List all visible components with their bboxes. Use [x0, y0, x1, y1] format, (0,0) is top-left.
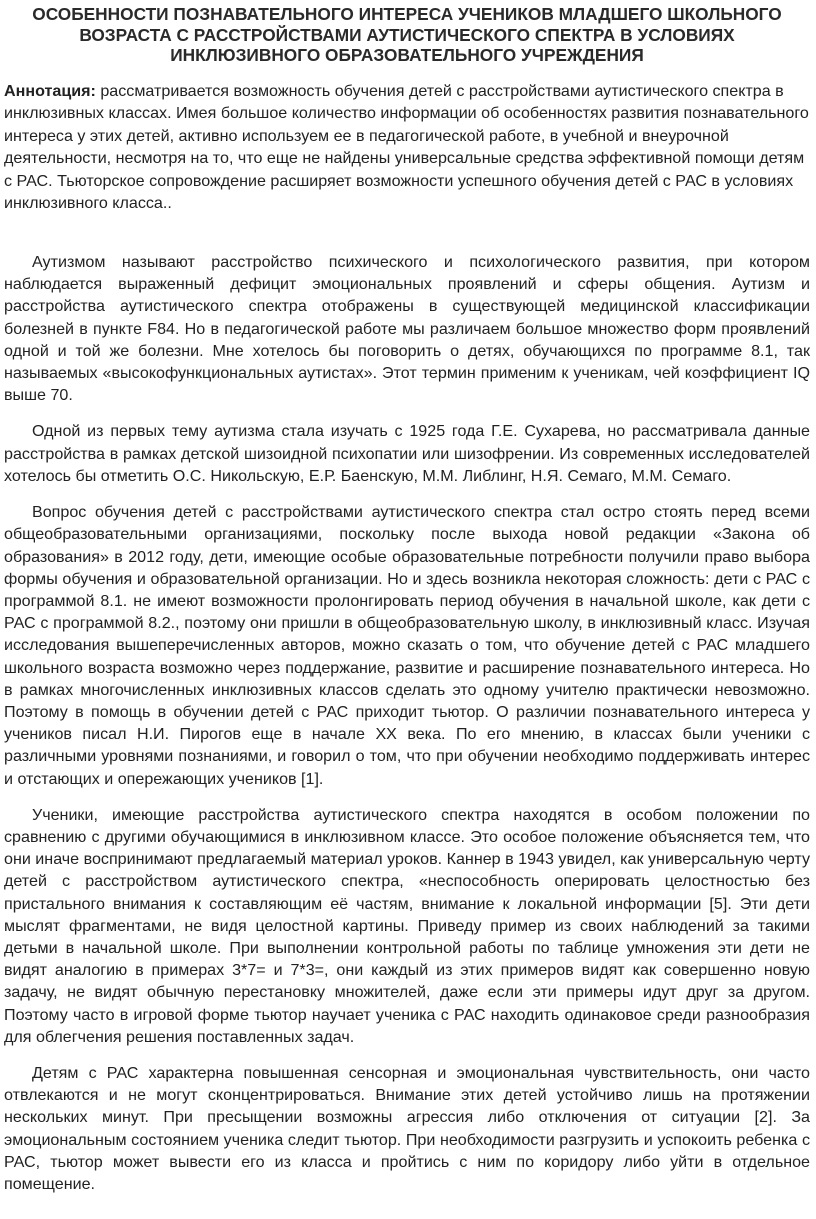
body-paragraph: Вопрос обучения детей с расстройствами аутистического спектра стал остро стоять перед всеми общеобразовательными организациями, поскольку после выхода новой редакции «Закона об образования» в 2012 году, дети, имеющие особые образовательные потребности получили право выбора формы обучения и образовательной организации. Но и здесь возникла некоторая сложность: дети с РАС с программой 8.1. не имеют возможности пролонгировать период обучения в начальной школе, как дети с РАС с программой 8.2., поэтому они пришли в общеобразовательную школу, в инклюзивный класс. Изучая исследования вышеперечисленных авторов, можно сказать о том, что обучение детей с РАС младшего школьного возраста возможно через поддержание, развитие и расширение познавательного интереса. Но в рамках многочисленных инклюзивных классов сделать это одному учителю практически невозможно. Поэтому в помощь в обучении детей с РАС приходит тьютор. О различии познавательного интереса у учеников писал Н.И. Пирогов еще в начале XX века. По его мнению, в классах были ученики с различными уровнями познаниями, и говорил о том, что при обучении необходимо поддерживать интерес и отстающих и опережающих учеников [1].	[4, 503, 810, 788]
body-paragraph: Детям с РАС характерна повышенная сенсорная и эмоциональная чувствительность, они часто отвлекаются и не могут сконцентрироваться. Внимание этих детей устойчиво лишь на протяжении нескольких минут. При пресыщении возможны агрессия либо отключения от ситуации [2]. За эмоциональным состоянием ученика следит тьютор. При необходимости разгрузить и успокоить ребенка с РАС, тьютор может вывести его из класса и пройтись с ним по коридору либо уйти в отдельное помещение.	[4, 1063, 810, 1193]
article-body	[4, 251, 810, 1195]
article-title: ОСОБЕННОСТИ ПОЗНАВАТЕЛЬНОГО ИНТЕРЕСА УЧЕНИКОВ МЛАДШЕГО ШКОЛЬНОГО ВОЗРАСТА С РАССТРОЙСТВАМИ АУТИСТИЧЕСКОГО СПЕКТРА В УСЛОВИЯХ ИНКЛЮЗИВНОГО ОБРАЗОВАТЕЛЬНОГО УЧРЕЖДЕНИЯ	[32, 4, 782, 65]
body-paragraph: Ученики, имеющие расстройства аутистического спектра находятся в особом положении по сравнению с другими обучающимися в инклюзивном классе. Это особое положение объясняется тем, что они иначе воспринимают предлагаемый материал уроков. Каннер в 1943 увидел, как универсальную черту детей с расстройством аутистического спектра, «неспособность оперировать целостностью без пристального внимания к составляющим её частям, внимание к локальной информации [5]. Эти дети мыслят фрагментами, не видя целостной картины. Приведу пример из своих наблюдений за такими детьми в начальной школе. При выполнении контрольной работы по таблице умножения эти дети не видят аналогию в примерах 3*7= и 7*3=, они каждый из этих примеров видят как совершенно новую задачу, не видят обычную перестановку множителей, даже если эти примеры идут друг за другом. Поэтому часто в игровой форме тьютор научает ученика с РАС находить одинаковое среди разнообразия для облегчения решения поставленных задач.	[4, 805, 810, 1046]
abstract	[4, 80, 810, 216]
body-paragraph: Аутизмом называют расстройство психического и психологического развития, при котором наблюдается выраженный дефицит эмоциональных проявлений и сферы общения. Аутизм и расстройства аутистического спектра отображены в существующей медицинской классификации болезней в пункте F84. Но в педагогической работе мы различаем большое множество форм проявлений одной и той же болезни. Мне хотелось бы поговорить о детях, обучающихся по программе 8.1, так называемых «высокофункциональных аутистах». Этот термин применим к ученикам, чей коэффициент IQ выше 70.	[4, 253, 810, 405]
abstract-label: Аннотация:	[4, 81, 96, 100]
body-paragraph: Одной из первых тему аутизма стала изучать с 1925 года Г.Е. Сухарева, но рассматривала данные расстройства в рамках детской шизоидной психопатии или шизофрении. Из современных исследователей хотелось бы отметить О.С. Никольскую, Е.Р. Баенскую, М.М. Либлинг, Н.Я. Семаго, М.М. Семаго.	[4, 422, 810, 485]
abstract-text: рассматривается возможность обучения детей с расстройствами аутистического спектра в инклюзивных классах. Имея большое количество информации об особенностях развития познавательного интереса у этих детей, активно используем ее в педагогической работе, в учебной и внеурочной деятельности, несмотря на то, что еще не найдены универсальные средства эффективной помощи детям с РАС. Тьюторское сопровождение расширяет возможности успешного обучения детей с РАС в условиях инклюзивного класса..	[4, 81, 809, 213]
